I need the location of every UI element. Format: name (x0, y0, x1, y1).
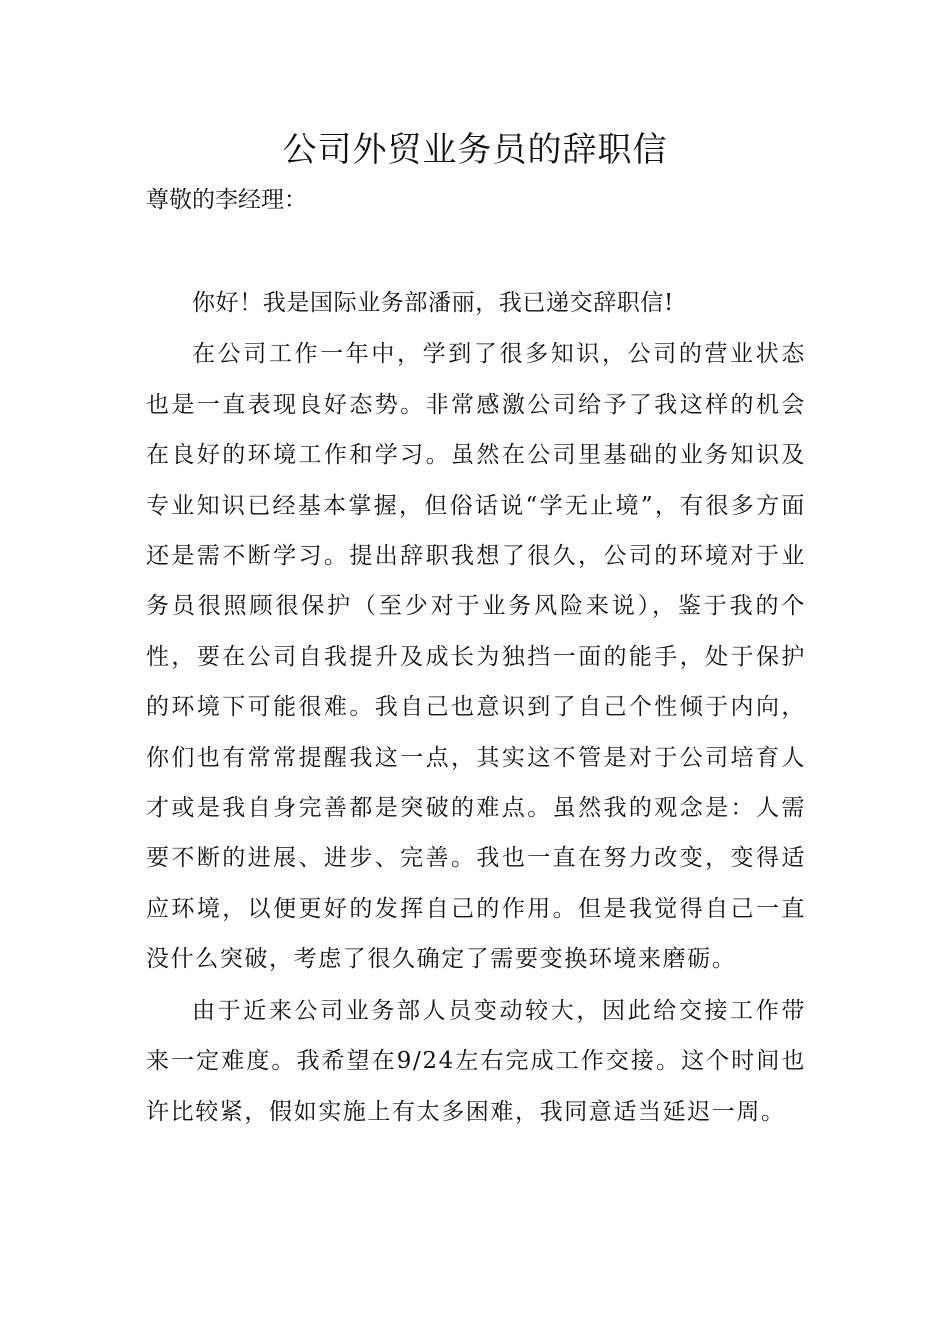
letter-body (146, 278, 806, 1138)
paragraph-reason: 在公司工作一年中，学到了很多知识，公司的营业状态也是一直表现良好态势。非常感激公司给予了我这样的机会在良好的环境工作和学习。虽然在公司里基础的业务知识及专业知识已经基本掌握，但俗话说“学无止境”，有很多方面还是需不断学习。提出辞职我想了很久，公司的环境对于业务员很照顾很保护（至少对于业务风险来说），鉴于我的个性，要在公司自我提升及成长为独挡一面的能手，处于保护的环境下可能很难。我自己也意识到了自己个性倾于内向，你们也有常常提醒我这一点，其实这不管是对于公司培育人才或是我自身完善都是突破的难点。虽然我的观念是：人需要不断的进展、进步、完善。我也一直在努力改变，变得适应环境，以便更好的发挥自己的作用。但是我觉得自己一直没什么突破，考虑了很久确定了需要变换环境来磨砺。 (146, 341, 806, 973)
paragraph-greeting: 你好！我是国际业务部潘丽，我已递交辞职信! (192, 290, 674, 316)
salutation: 尊敬的李经理： (146, 187, 307, 213)
document-title: 公司外贸业务员的辞职信 (282, 130, 668, 170)
paragraph-handover: 由于近来公司业务部人员变动较大，因此给交接工作带来一定难度。我希望在9/24左右完成工作交接。这个时间也许比较紧，假如实施上有太多困难，我同意适当延迟一周。 (146, 997, 806, 1125)
